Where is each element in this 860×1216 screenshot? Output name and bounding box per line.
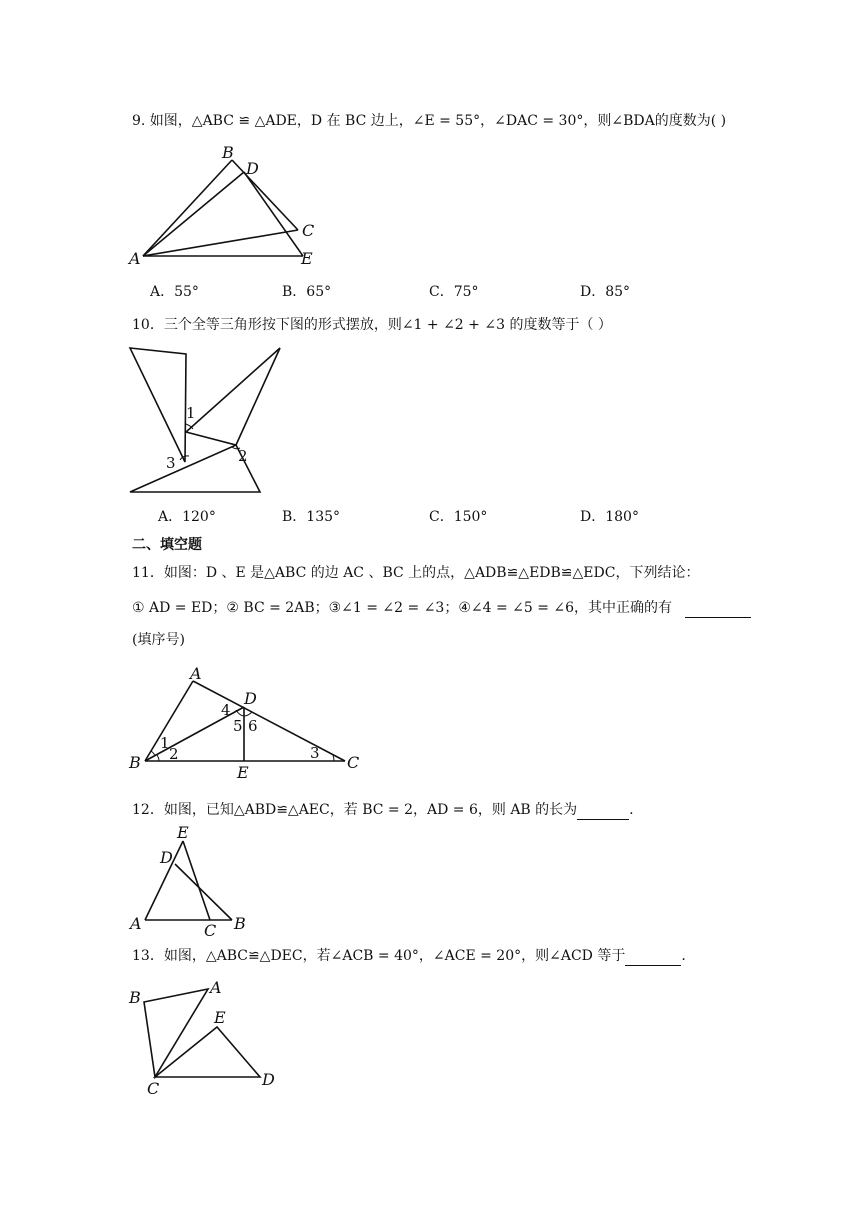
q9-label-A: A xyxy=(129,249,141,268)
q12-label-A: A xyxy=(130,914,142,933)
q9-option-b[interactable]: B．65° xyxy=(282,284,332,300)
q9-option-d[interactable]: D．85° xyxy=(580,284,631,300)
q11-angle-5: 5 xyxy=(233,717,243,735)
q11-label-D: D xyxy=(244,689,257,708)
q12-label-C: C xyxy=(204,921,217,940)
q9-option-c[interactable]: C．75° xyxy=(429,284,479,300)
q11-label-A: A xyxy=(190,664,202,683)
q13-label-A: A xyxy=(210,978,222,997)
q9-label-D: D xyxy=(246,159,259,178)
q11-angle-6: 6 xyxy=(248,717,258,735)
q11-line-1: 11．如图：D 、E 是△ABC 的边 AC 、BC 上的点，△ADB≌△EDB≌△EDC，下列结论： xyxy=(132,565,700,581)
q11-angle-4: 4 xyxy=(221,701,231,719)
q10-stem: 10．三个全等三角形按下图的形式摆放，则∠1 + ∠2 + ∠3 的度数等于（ ） xyxy=(132,317,612,333)
q11-line-2-text: ① AD = ED；② BC = 2AB；③∠1 = ∠2 = ∠3；④∠4 = ∠5 = ∠6，其中正确的有 xyxy=(132,600,673,616)
section-title: 二、填空题 xyxy=(132,537,202,553)
q10-option-d[interactable]: D．180° xyxy=(580,509,639,525)
q10-option-a[interactable]: A．120° xyxy=(158,509,216,525)
q13-label-C: C xyxy=(147,1079,160,1098)
q12-end: . xyxy=(629,802,634,818)
q11-line-3: (填序号) xyxy=(132,632,185,648)
q10-option-b[interactable]: B．135° xyxy=(282,509,341,525)
q11-label-C: C xyxy=(347,753,360,772)
q13-label-B: B xyxy=(129,988,141,1007)
q11-angle-1: 1 xyxy=(160,734,170,752)
q9-label-E: E xyxy=(301,249,313,268)
q11-label-E: E xyxy=(237,763,249,782)
q12-label-E: E xyxy=(177,823,189,842)
q13-label-E: E xyxy=(214,1008,226,1027)
q10-angle-3: 3 xyxy=(166,454,176,472)
q10-option-c[interactable]: C．150° xyxy=(429,509,488,525)
q12-label-B: B xyxy=(234,914,246,933)
q10-angle-2: 2 xyxy=(238,447,248,465)
q12-stem: 12．如图，已知△ABD≌△AEC，若 BC = 2，AD = 6，则 AB 的长为 xyxy=(132,802,578,818)
q13-stem: 13．如图，△ABC≌△DEC，若∠ACB = 40°，∠ACE = 20°，则∠ACD 等于 xyxy=(132,948,626,964)
q9-option-a[interactable]: A．55° xyxy=(150,284,199,300)
q13-label-D: D xyxy=(262,1070,275,1089)
q10-angle-1: 1 xyxy=(186,404,196,422)
q12-label-D: D xyxy=(160,848,173,867)
q9-stem: 9. 如图，△ABC ≌ △ADE，D 在 BC 边上，∠E = 55°，∠DAC = 30°，则∠BDA的度数为( ) xyxy=(132,113,727,129)
q11-angle-2: 2 xyxy=(169,745,179,763)
q11-angle-3: 3 xyxy=(310,744,320,762)
q9-label-C: C xyxy=(302,221,315,240)
q13-end: . xyxy=(681,948,686,964)
q11-label-B: B xyxy=(129,753,141,772)
q9-label-B: B xyxy=(222,143,234,162)
